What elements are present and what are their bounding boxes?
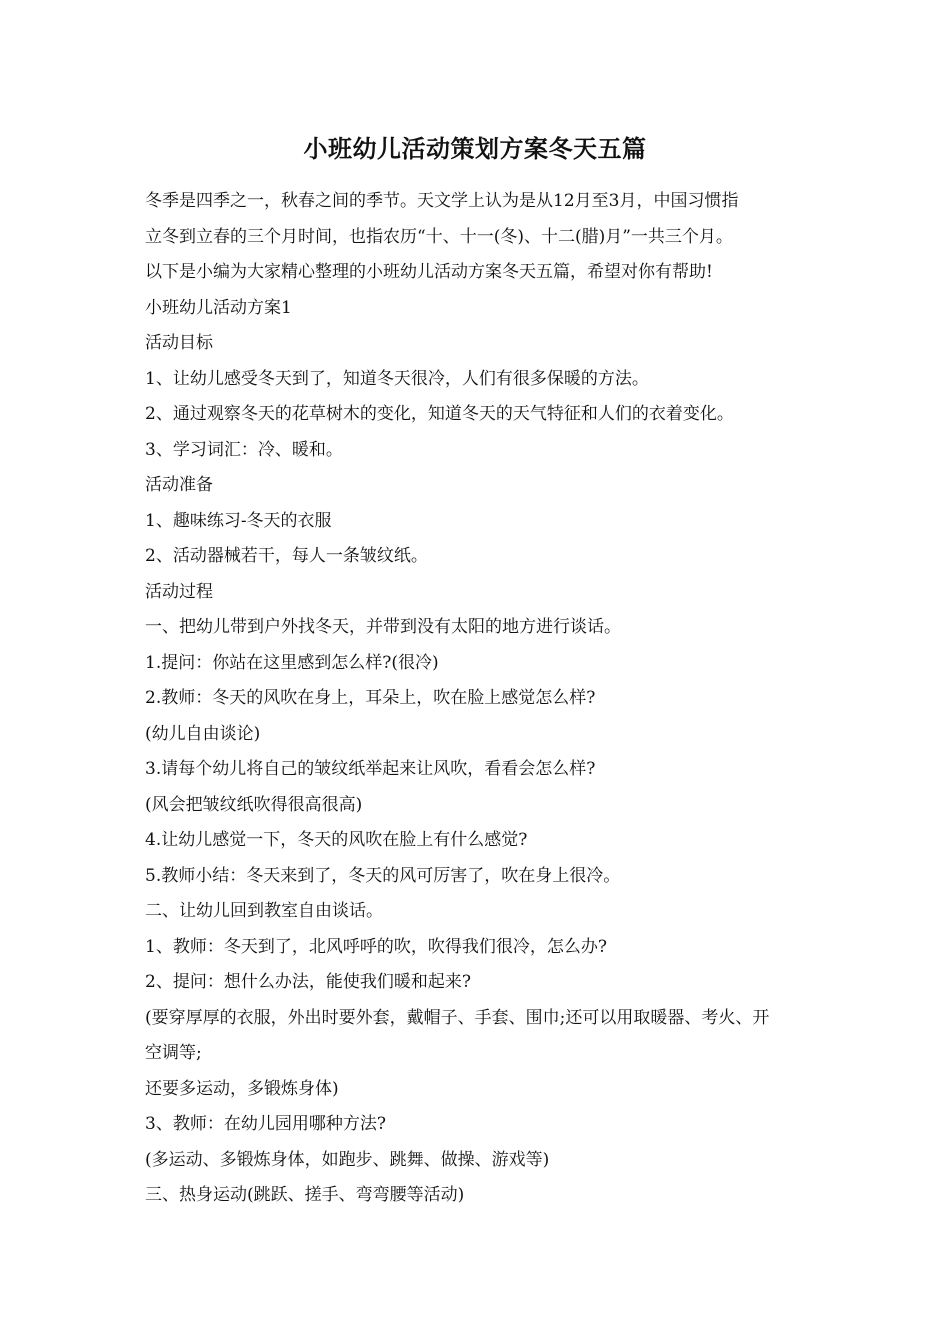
section-heading: 小班幼儿活动方案1 [145,297,292,318]
subheading: 活动过程 [145,581,213,602]
paragraph: 2.教师：冬天的风吹在身上，耳朵上，吹在脸上感觉怎么样? [145,688,596,708]
paragraph: 冬季是四季之一，秋春之间的季节。天文学上认为是从12月至3月，中国习惯指 [145,191,739,211]
paragraph: (幼儿自由谈论) [145,723,261,744]
paragraph: 3.请每个幼儿将自己的皱纹纸举起来让风吹，看看会怎么样? [145,759,596,779]
paragraph: (多运动、多锻炼身体，如跑步、跳舞、做操、游戏等) [145,1149,550,1170]
paragraph: 1.提问：你站在这里感到怎么样?(很冷) [145,652,439,673]
subheading: 活动目标 [145,333,213,353]
paragraph: 1、趣味练习-冬天的衣服 [145,510,332,531]
paragraph: 1、教师：冬天到了，北风呼呼的吹，吹得我们很冷，怎么办? [145,936,607,957]
paragraph: 空调等; [145,1043,202,1063]
paragraph: 一、把幼儿带到户外找冬天，并带到没有太阳的地方进行谈话。 [145,617,621,637]
paragraph: 二、让幼儿回到教室自由谈话。 [145,901,383,921]
paragraph: 立冬到立春的三个月时间，也指农历“十、十一(冬)、十二(腊)月”一共三个月。 [145,226,733,247]
paragraph: 3、学习词汇：冷、暖和。 [145,439,343,460]
paragraph: 以下是小编为大家精心整理的小班幼儿活动方案冬天五篇，希望对你有帮助! [145,262,713,282]
paragraph: 1、让幼儿感受冬天到了，知道冬天很冷，人们有很多保暖的方法。 [145,368,649,389]
paragraph: 3、教师：在幼儿园用哪种方法? [145,1114,386,1134]
paragraph: 4.让幼儿感觉一下，冬天的风吹在脸上有什么感觉? [145,830,528,850]
paragraph: 2、通过观察冬天的花草树木的变化，知道冬天的天气特征和人们的衣着变化。 [145,404,734,424]
paragraph: 2、活动器械若干，每人一条皱纹纸。 [145,546,428,566]
document-title: 小班幼儿活动策划方案冬天五篇 [303,134,647,163]
paragraph: 还要多运动，多锻炼身体) [145,1078,339,1099]
document-body [145,184,810,1214]
subheading: 活动准备 [145,475,213,495]
paragraph: 5.教师小结：冬天来到了，冬天的风可厉害了，吹在身上很冷。 [145,865,621,886]
paragraph: (要穿厚厚的衣服，外出时要外套，戴帽子、手套、围巾;还可以用取暖器、考火、开 [145,1007,770,1028]
paragraph: (风会把皱纹纸吹得很高很高) [145,794,363,815]
paragraph: 2、提问：想什么办法，能使我们暖和起来? [145,972,471,992]
paragraph: 三、热身运动(跳跃、搓手、弯弯腰等活动) [145,1185,465,1205]
